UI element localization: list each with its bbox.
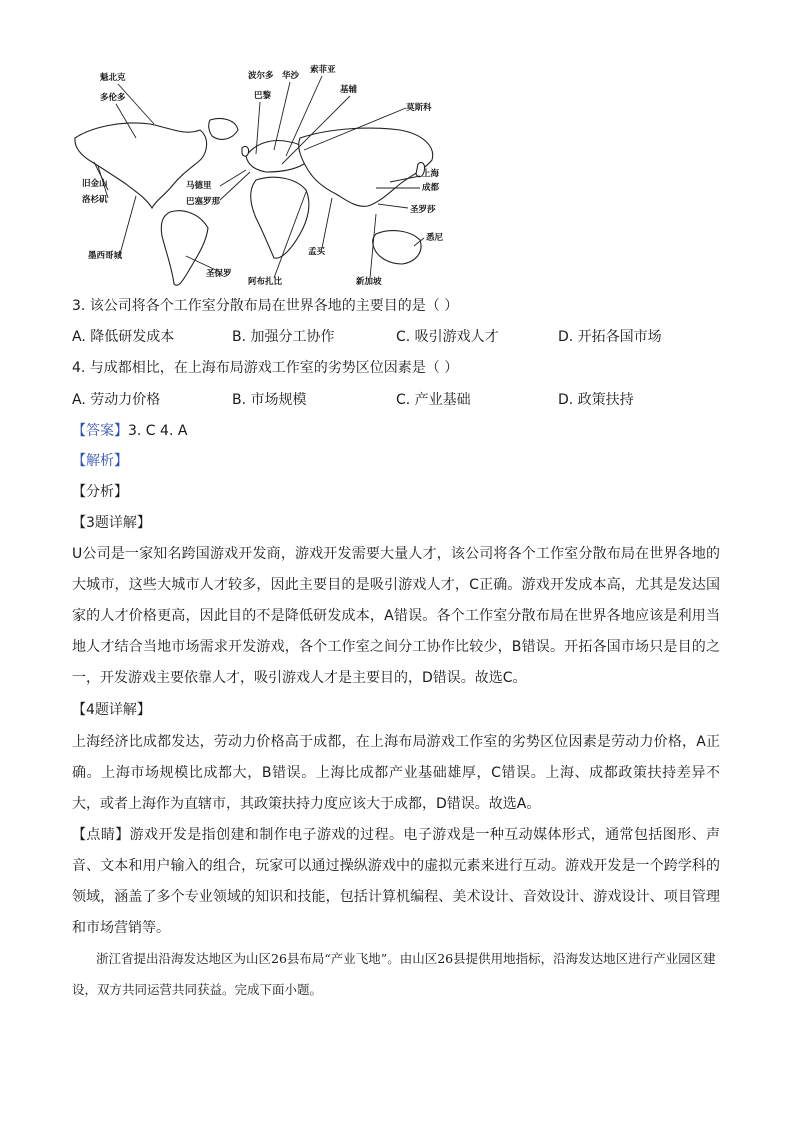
q4-option-b[interactable]: B. 市场规模 (232, 392, 307, 408)
label-barcelona: 巴塞罗那 (186, 197, 221, 207)
asia-shape (299, 128, 433, 206)
label-toronto: 多伦多 (100, 93, 126, 103)
next-material-text: 浙江省提出沿海发达地区为山区26县布局“产业飞地”。由山区26县提供用地指标，沿海发达地区进行产业园区建设，双方共同运营共同获益。完成下面小题。 (72, 951, 716, 997)
q4-option-a[interactable]: A. 劳动力价格 (72, 392, 161, 408)
world-map-figure (60, 58, 450, 290)
label-moscow: 莫斯科 (406, 103, 432, 113)
q3-detail-text: U公司是一家知名跨国游戏开发商，游戏开发需要大量人才，该公司将各个工作室分散布局在世界各地的大城市，这些大城市人才较多，因此主要目的是吸引游戏人才，C正确。游戏开发成本高，尤其是发达国家的人才价格更高，因此目的不是降低研发成本，A错误。各个工作室分散布局在世界各地应该是利用当地人才结合当地市场需求开发游戏，各个工作室之间分工协作比较少，B错误。开拓各国市场只是目的之一，开发游戏主要依靠人才，吸引游戏人才是主要目的，D错误。故选C。 (72, 546, 720, 686)
q3-stem: 3. 该公司将各个工作室分散布局在世界各地的主要目的是（ ） (72, 298, 459, 314)
label-paris: 巴黎 (254, 91, 272, 101)
label-chengdu: 成都 (422, 183, 440, 193)
label-sanfrancisco: 旧金山 (82, 179, 108, 189)
q3-option-b[interactable]: B. 加强分工协作 (232, 329, 335, 345)
answer-tag: 【答案】 (72, 423, 128, 439)
label-bordeaux: 波尔多 (248, 71, 274, 81)
africa-shape (251, 177, 309, 258)
label-mexico-city: 墨西哥城 (88, 251, 123, 261)
label-mumbai: 孟买 (308, 247, 326, 257)
analysis-tag: 【解析】 (72, 453, 128, 469)
q3-detail-tag: 【3题详解】 (72, 515, 151, 531)
q3-option-c[interactable]: C. 吸引游戏人才 (396, 329, 499, 345)
label-losangeles: 洛杉矶 (82, 195, 108, 205)
south-america-shape (161, 211, 208, 285)
answer-text: 3. C 4. A (128, 423, 188, 439)
continents (75, 118, 433, 285)
label-singapore: 新加坡 (356, 277, 382, 287)
world-map (60, 58, 450, 290)
label-madrid: 马德里 (186, 181, 212, 191)
dianjing-text: 游戏开发是指创建和制作电子游戏的过程。电子游戏是一种互动媒体形式，通常包括图形、声音、文本和用户输入的组合，玩家可以通过操纵游戏中的虚拟元素来进行互动。游戏开发是一个跨学科的领域，涵盖了多个专业领域的知识和技能，包括计算机编程、美术设计、音效设计、游戏设计、项目管理和市场营销等。 (72, 827, 721, 936)
label-kyiv: 基辅 (340, 85, 358, 95)
uk-shape (242, 146, 249, 156)
label-sofia: 索菲亚 (310, 65, 336, 75)
greenland-shape (209, 118, 238, 139)
q4-option-d[interactable]: D. 政策扶持 (558, 392, 634, 408)
q4-option-c[interactable]: C. 产业基础 (396, 392, 471, 408)
label-warsaw: 华沙 (282, 71, 300, 81)
dianjing-tag: 【点睛】 (72, 827, 130, 843)
label-sydney: 悉尼 (426, 233, 444, 243)
q4-detail-tag: 【4题详解】 (72, 702, 151, 718)
q3-option-a[interactable]: A. 降低研发成本 (72, 329, 175, 345)
label-abudhabi: 阿布扎比 (248, 277, 283, 287)
label-quebec: 魁北克 (100, 73, 126, 83)
australia-shape (373, 231, 421, 264)
fenxi-tag: 【分析】 (72, 484, 128, 500)
label-saopaulo: 圣保罗 (206, 269, 232, 279)
q3-option-d[interactable]: D. 开拓各国市场 (558, 329, 662, 345)
label-shanghai: 上海 (422, 169, 440, 179)
europe-shape (246, 141, 306, 172)
dianjing-block (72, 820, 720, 944)
answer-line (72, 421, 187, 441)
q4-detail-text: 上海经济比成都发达，劳动力价格高于成都，在上海布局游戏工作室的劣势区位因素是劳动力价格，A正确。上海市场规模比成都大，B错误。上海比成都产业基础雄厚，C错误。上海、成都政策扶持差异不大，或者上海作为直辖市，其政策扶持力度应该大于成都，D错误。故选A。 (72, 734, 720, 812)
q4-stem: 4. 与成都相比，在上海布局游戏工作室的劣势区位因素是（ ） (72, 360, 459, 376)
label-santa-rosa: 圣罗莎 (410, 205, 436, 215)
